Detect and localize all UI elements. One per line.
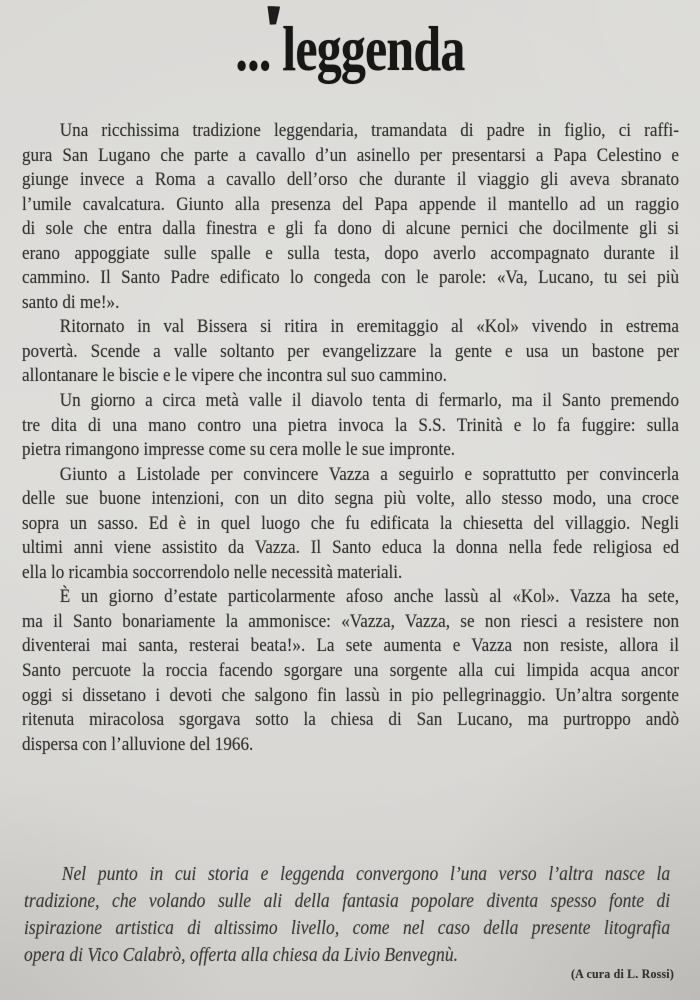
text-line: ritenuta miracolosa sgorgava sotto la chiesa di San Lucano, ma purtroppo andò xyxy=(22,709,679,731)
body-text xyxy=(22,119,679,757)
text-line: pietra rimangono impresse come su cera molle le sue impronte. xyxy=(22,439,456,461)
text-line: Un giorno a circa metà valle il diavolo tenta di fermarlo, ma il Santo premendo xyxy=(59,390,680,412)
text-line: gura San Lugano che parte a cavallo d’un asinello per presentarsi a Papa Celestino e xyxy=(22,144,679,166)
text-line: Nel punto in cui storia e leggenda convergono l’una verso l’altra nasce la xyxy=(61,864,671,885)
text-line: opera di Vico Calabrò, offerta alla chiesa da Livio Benvegnù. xyxy=(24,945,458,966)
colophon-text xyxy=(24,861,670,969)
text-line: Santo percuote la roccia facendo sgorgare una sorgente alla cui limpida acqua ancor xyxy=(22,660,679,682)
text-line: oggi si dissetano i devoti che salgono fin lassù in pio pellegrinaggio. Un’altra sorgente xyxy=(22,684,679,706)
text-line: giunge invece a Roma a cavallo dell’orso che durante il viaggio gli aveva sbranato xyxy=(22,169,679,191)
text-line: Giunto a Listolade per convincere Vazza a seguirlo e soprattutto per convincerla xyxy=(59,463,680,485)
text-line: povertà. Scende a valle soltanto per evangelizzare la gente e usa un bastone per xyxy=(22,340,679,362)
credit-line: (A cura di L. Rossi) xyxy=(570,966,674,981)
text-line: diventerai mai santa, resterai beata!». La sete aumenta e Vazza non resiste, allora il xyxy=(22,635,679,657)
text-line: ultimi anni viene assistito da Vazza. Il Santo educa la donna nella fede religiosa ed xyxy=(22,537,679,559)
text-line: allontanare le biscie e le vipere che incontra sul suo cammino. xyxy=(22,365,447,387)
text-line: È un giorno d’estate particolarmente afoso anche lassù al «Kol». Vazza ha sete, xyxy=(59,586,680,608)
text-line: delle sue buone intenzioni, con un dito segna più volte, allo stesso modo, una croce xyxy=(22,488,679,510)
text-line: cammino. Il Santo Padre edificato lo congeda con le parole: «Va, Lucano, tu sei più xyxy=(22,267,679,289)
text-line: Una ricchissima tradizione leggendaria, tramandata di padre in figlio, ci raffi- xyxy=(59,120,680,141)
text-line: di sole che entra dalla finestra e gli fa dono di alcune pernici che docilmente gli si xyxy=(22,218,679,240)
page-title: ... leggenda xyxy=(235,13,465,84)
text-line: erano appoggiate sulle spalle e sulla testa, dopo averlo accompagnato durante il xyxy=(22,242,679,264)
text-line: Ritornato in val Bissera si ritira in eremitaggio al «Kol» vivendo in estrema xyxy=(59,316,680,338)
text-line: ella lo ricambia soccorrendolo nelle necessità materiali. xyxy=(22,561,403,583)
text-line: tradizione, che volando sulle ali della fantasia popolare diventa spesso fonte di xyxy=(24,891,671,912)
text-line: tre dita di una mano contro una pietra invoca la S.S. Trinità e lo fa fuggire: sulla xyxy=(22,414,679,436)
text-line: ispirazione artistica di altissimo livello, come nel caso della presente litografia xyxy=(24,918,671,939)
text-line: l’umile cavalcatura. Giunto alla presenza del Papa appende il mantello ad un raggio xyxy=(22,193,679,215)
text-line: santo di me!». xyxy=(22,291,120,313)
text-line: dispersa con l’alluvione del 1966. xyxy=(22,733,254,755)
text-line: ma il Santo bonariamente la ammonisce: «Vazza, Vazza, se non riesci a resistere non xyxy=(22,610,679,632)
text-line: sopra un sasso. Ed è in quel luogo che fu edificata la chiesetta del villaggio. Negli xyxy=(22,512,679,534)
